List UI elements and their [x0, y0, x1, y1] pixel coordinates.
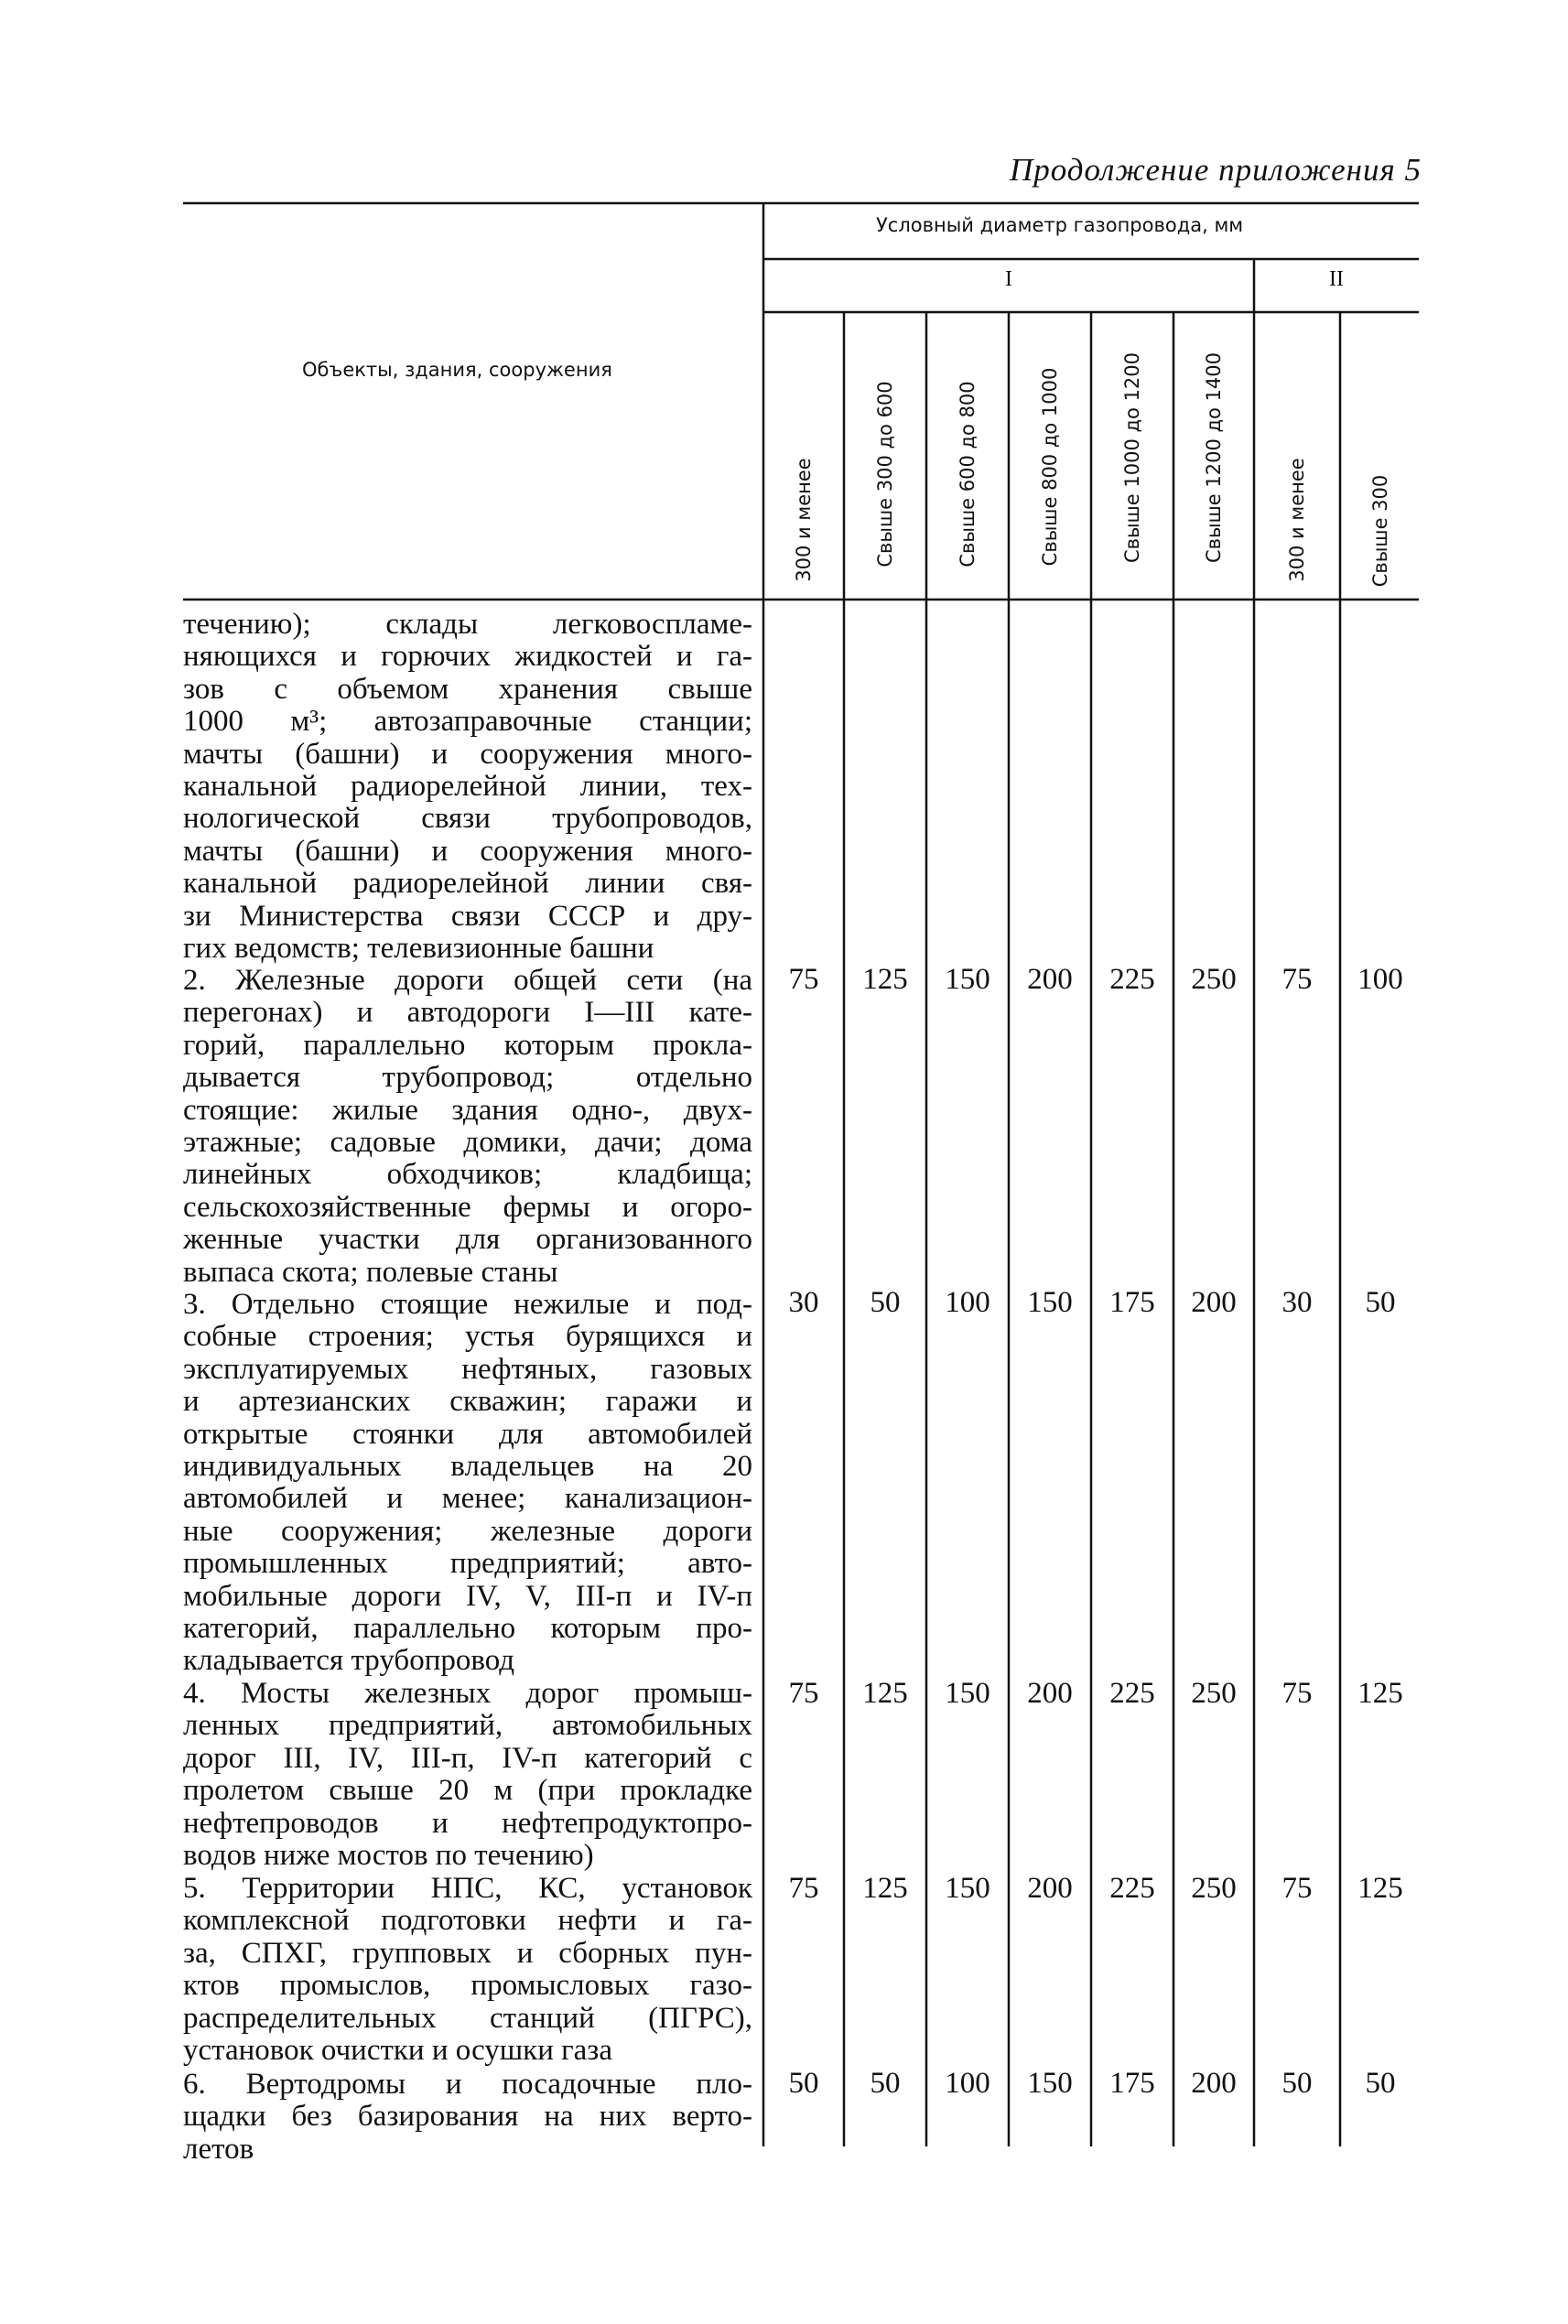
table-row-text: 4. Мосты железных дорог промыш- ленных предприятий, автомобильных дорог III, IV, III-п, IV-п категорий с пролетом свыше 20 м (при прокладке нефтепроводов и нефтепродуктопро- водов ниже мостов по течению) — [183, 1677, 752, 1873]
table-cell: 50 — [1281, 2067, 1313, 2100]
table-cell: 125 — [862, 1872, 908, 1905]
group-label-II: II — [1329, 267, 1344, 291]
table-cell: 100 — [945, 1286, 990, 1319]
table-cell: 250 — [1191, 1677, 1237, 1710]
table-cell: 225 — [1109, 1677, 1155, 1710]
subcol-header-6: 300 и менее — [1286, 458, 1308, 582]
table-cell: 200 — [1027, 1872, 1073, 1905]
table-cell: 50 — [870, 2067, 901, 2100]
table-row-text: 3. Отдельно стоящие нежилые и под- собные строения; устья бурящихся и эксплуатируемых нефтяных, газовых и артезианских скважин; гаражи и открытые стоянки для автомобилей индивидуальных владельцев на 20 автомобилей и менее; канализацион- ные сооружения; железные дороги промышленных предприятий; авто- мобильные дороги IV, V, III-п и IV-п категорий, параллельно которым про- кладывается трубопровод — [183, 1288, 752, 1678]
table-cell: 175 — [1109, 1286, 1155, 1319]
table-cell: 250 — [1191, 1872, 1237, 1905]
table-cell: 200 — [1191, 1286, 1237, 1319]
subcol-header-7: Свыше 300 — [1369, 474, 1391, 588]
table-cell: 100 — [1357, 963, 1403, 996]
table-cell: 125 — [862, 963, 908, 996]
table-row-text: 6. Вертодромы и посадочные пло- щадки без базирования на них верто- летов — [183, 2068, 752, 2166]
table-cell: 125 — [1357, 1677, 1403, 1710]
subcol-header-5: Свыше 1200 до 1400 — [1203, 351, 1225, 564]
table-cell: 150 — [945, 1872, 990, 1905]
subcol-header-1: Свыше 300 до 600 — [874, 381, 896, 567]
table-row-text: 2. Железные дороги общей сети (на перегонах) и автодороги I—III кате- горий, параллельно которым прокла- дывается трубопровод; отдельно стоящие: жилые здания одно-, двух- этажные; садовые домики, дачи; дома линейных обходчиков; кладбища; сельскохозяйственные фермы и огоро- женные участки для организованного выпаса скота; полевые станы — [183, 964, 752, 1289]
table-cell: 50 — [870, 1286, 901, 1319]
table-cell: 225 — [1109, 1872, 1155, 1905]
table-cell: 125 — [862, 1677, 908, 1710]
subcol-header-2: Свыше 600 до 800 — [957, 381, 979, 567]
table-cell: 200 — [1027, 1677, 1073, 1710]
table-cell: 100 — [945, 2067, 990, 2100]
table-cell: 125 — [1357, 1872, 1403, 1905]
table-cell: 30 — [1281, 1286, 1313, 1319]
table-cell: 225 — [1109, 963, 1155, 996]
table-cell: 75 — [788, 1872, 819, 1905]
group-label-I: I — [1005, 267, 1012, 291]
table-cell: 50 — [788, 2067, 819, 2100]
table-cell: 150 — [1027, 2067, 1073, 2100]
col-header-diameter: Условный диаметр газопровода, мм — [876, 214, 1244, 236]
table-cell: 75 — [1281, 963, 1313, 996]
col-header-objects: Объекты, здания, сооружения — [302, 359, 612, 381]
table-cell: 150 — [1027, 1286, 1073, 1319]
table-cell: 200 — [1191, 2067, 1237, 2100]
table-cell: 50 — [1365, 2067, 1396, 2100]
table-cell: 250 — [1191, 963, 1237, 996]
table-cell: 75 — [1281, 1872, 1313, 1905]
subcol-header-3: Свыше 800 до 1000 — [1039, 367, 1061, 567]
table-row-text: течению); склады легковоспламе- няющихся и горючих жидкостей и га- зов с объемом хранения свыше 1000 м³; автозаправочные станции; мачты (башни) и сооружения много- канальной радиорелейной линии, тех- нологической связи трубопроводов, мачты (башни) и сооружения много- канальной радиорелейной линии свя- зи Министерства связи СССР и дру- гих ведомств; телевизионные башни — [183, 608, 752, 966]
table-cell: 50 — [1365, 1286, 1396, 1319]
table-cell: 150 — [945, 963, 990, 996]
table-cell: 150 — [945, 1677, 990, 1710]
table-cell: 75 — [1281, 1677, 1313, 1710]
table-cell: 75 — [788, 963, 819, 996]
table-row-text: 5. Территории НПС, КС, установок комплексной подготовки нефти и га- за, СПХГ, групповых и сборных пун- ктов промыслов, промысловых газо- распределительных станций (ПГРС), установок очистки и осушки газа — [183, 1872, 752, 2068]
table-cell: 175 — [1109, 2067, 1155, 2100]
table-cell: 75 — [788, 1677, 819, 1710]
table-cell: 30 — [788, 1286, 819, 1319]
subcol-header-4: Свыше 1000 до 1200 — [1121, 351, 1143, 564]
page-title: Продолжение приложения 5 — [1009, 152, 1422, 188]
subcol-header-0: 300 и менее — [793, 458, 815, 582]
table-cell: 200 — [1027, 963, 1073, 996]
